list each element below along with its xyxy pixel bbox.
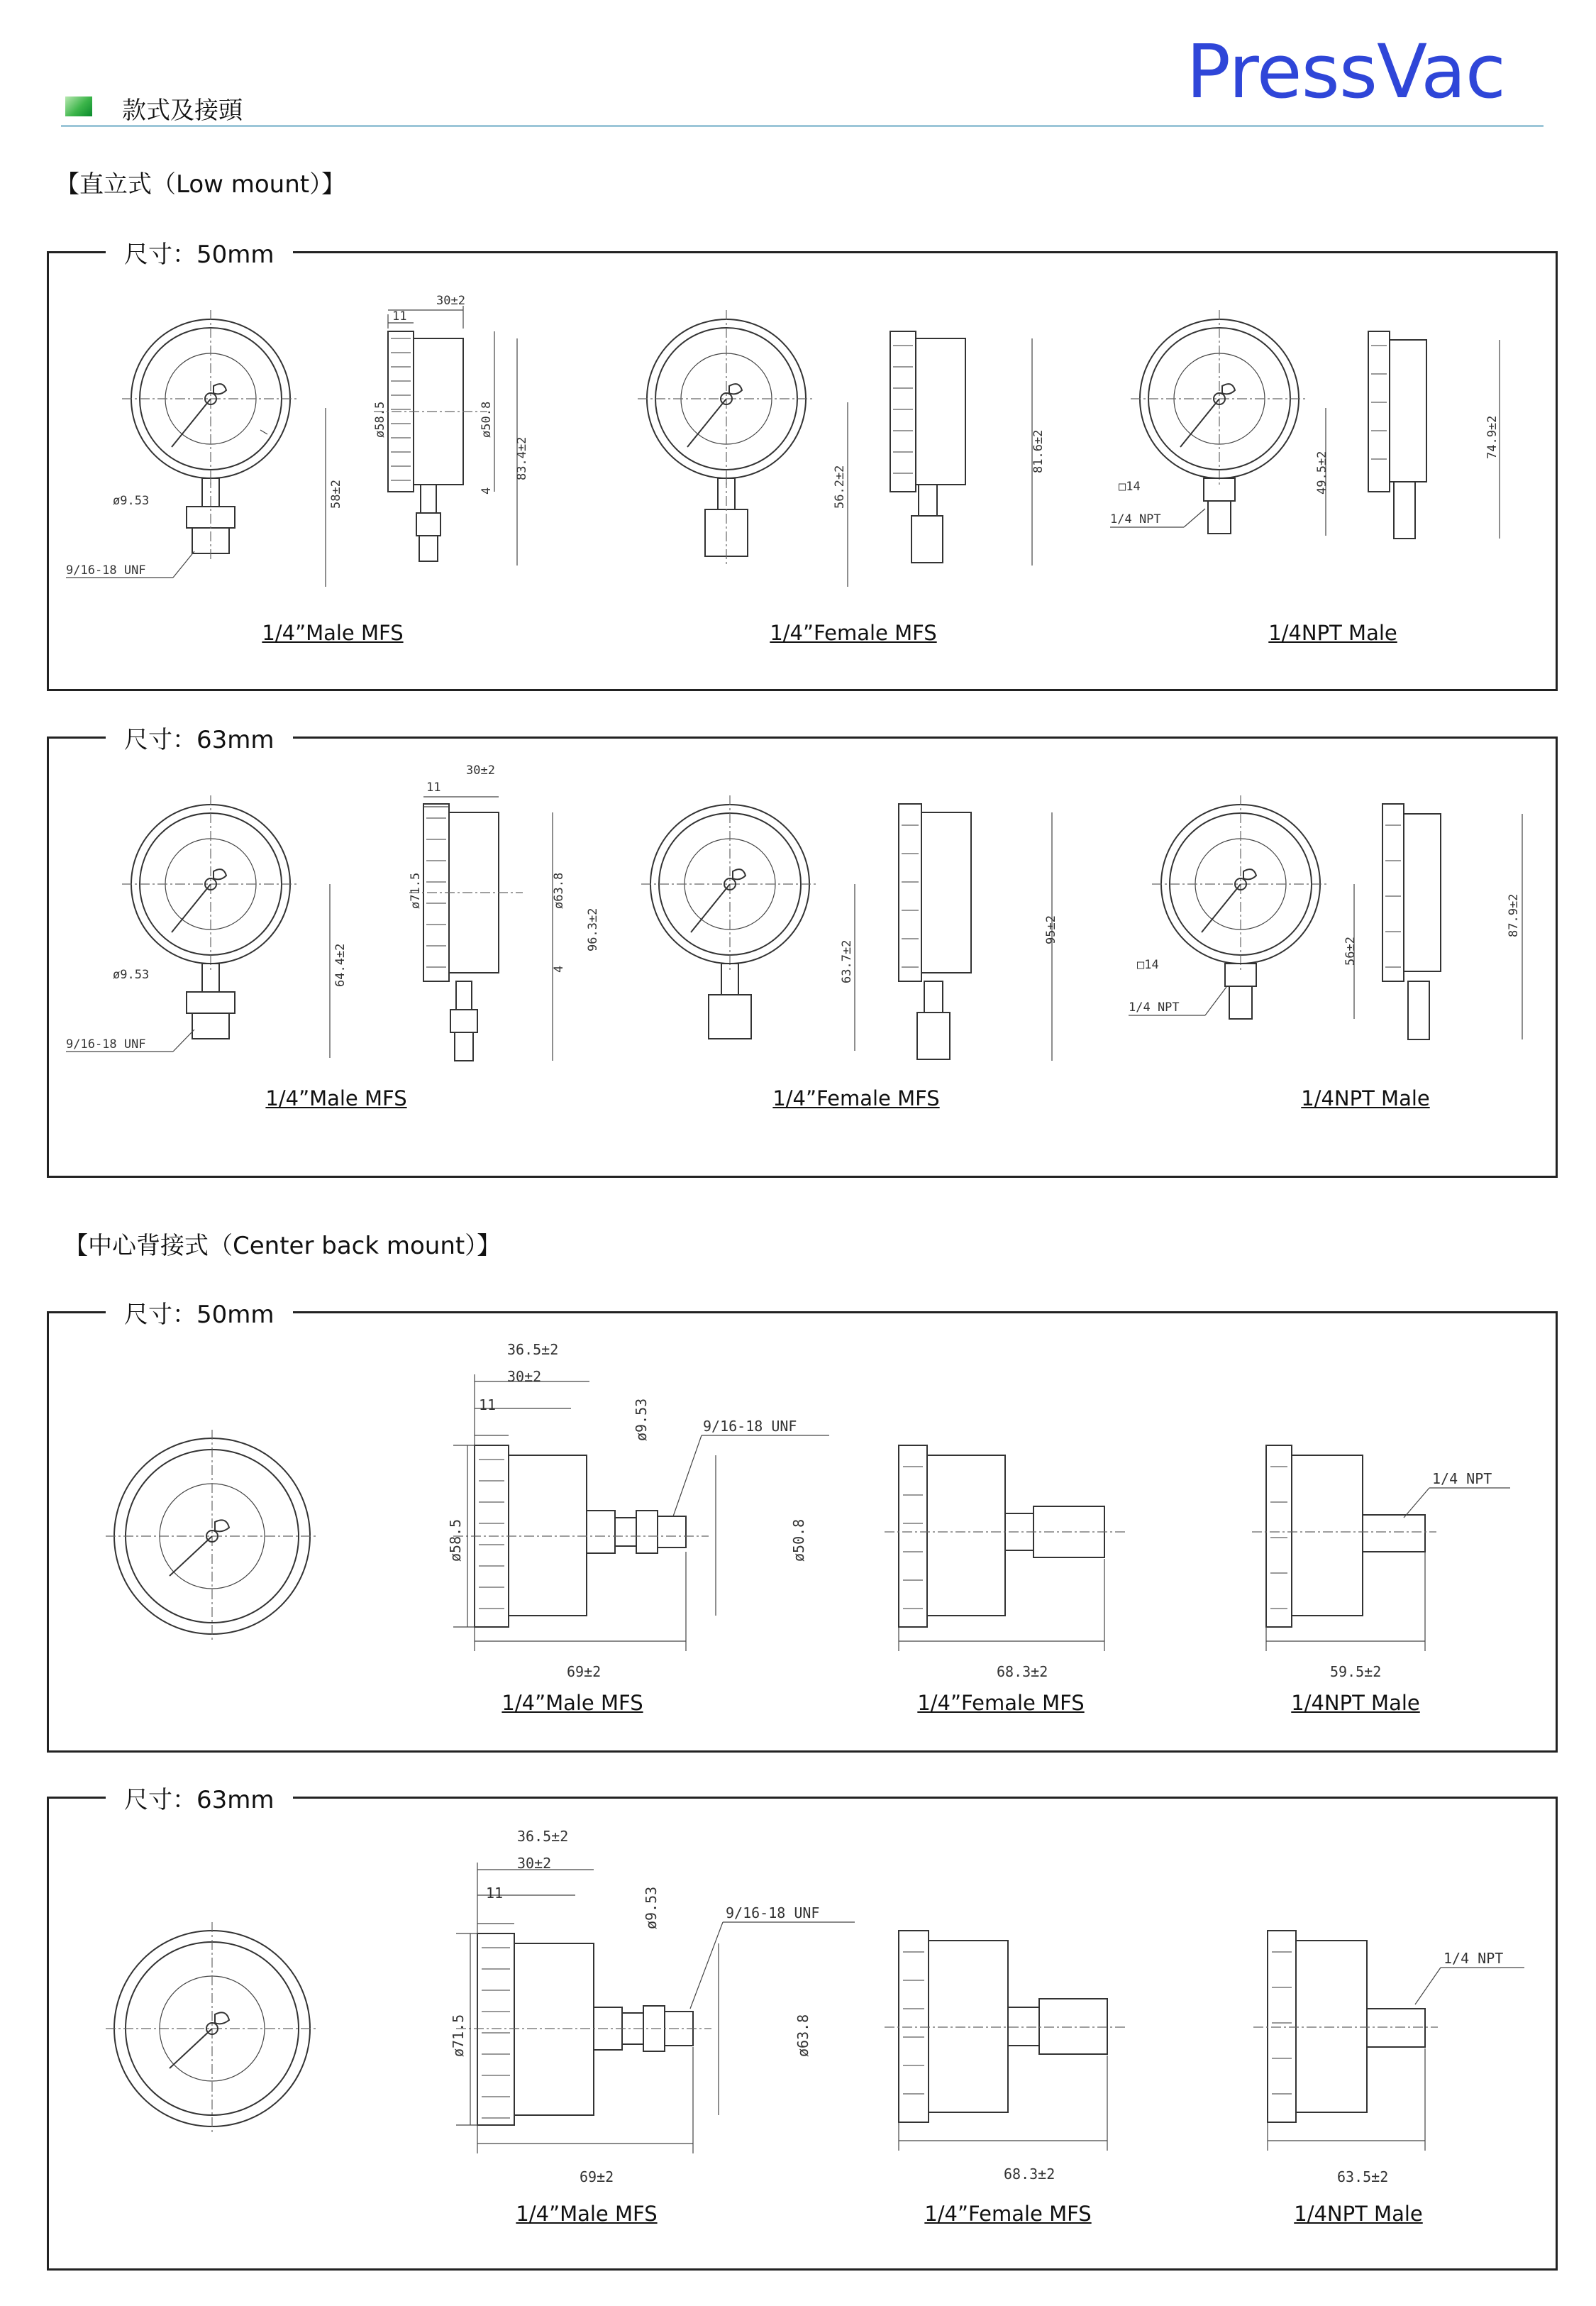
caption-female-mfs: 1/4”Female MFS: [772, 1086, 940, 1110]
dim-label: 9/16-18 UNF: [66, 563, 146, 578]
gauge-front-view: [1131, 310, 1308, 534]
dim-label: ø9.53: [633, 1398, 650, 1441]
caption-npt-male: 1/4NPT Male: [1268, 621, 1397, 645]
drawing-back-50: [49, 1313, 1560, 1755]
dim-label: ø71.5: [409, 872, 423, 909]
dim-label: ø50.8: [790, 1518, 807, 1562]
dim-label: 30±2: [466, 763, 495, 778]
dim-label: 30±2: [436, 294, 465, 308]
gauge-side-view: [1252, 1445, 1436, 1651]
caption-male-mfs: 1/4”Male MFS: [262, 621, 404, 645]
caption-male-mfs: 1/4”Male MFS: [265, 1086, 407, 1110]
gauge-front-view: [106, 1430, 318, 1643]
dim-label: 30±2: [507, 1368, 542, 1385]
dim-label: 36.5±2: [517, 1828, 569, 1845]
dim-label: 11: [479, 1396, 497, 1413]
dim-label: 36.5±2: [507, 1341, 559, 1358]
caption-npt-male: 1/4NPT Male: [1294, 2202, 1423, 2226]
dim-label: ø50.8: [480, 401, 494, 438]
caption-male-mfs: 1/4”Male MFS: [516, 2202, 658, 2226]
dim-label: ø58.5: [447, 1518, 464, 1562]
gauge-side-view: [1382, 804, 1522, 1039]
dim-label: 95±2: [1044, 915, 1058, 944]
dim-label: ø58.5: [373, 401, 387, 438]
drawing-low-63: [49, 739, 1560, 1180]
gauge-front-view: [122, 310, 299, 562]
dim-label: ø63.8: [552, 872, 566, 909]
caption-female-mfs: 1/4”Female MFS: [924, 2202, 1092, 2226]
dim-label: 1/4 NPT: [1443, 1950, 1504, 1967]
size-label: 尺寸：63mm: [106, 1780, 293, 1815]
dim-label: 1/4 NPT: [1432, 1470, 1492, 1487]
dim-label: 1/4 NPT: [1110, 512, 1161, 526]
gauge-side-view: [899, 804, 1052, 1061]
dim-label: 56.2±2: [833, 465, 847, 509]
dim-label: 4: [480, 487, 494, 495]
size-label: 尺寸：50mm: [106, 1295, 293, 1330]
dim-label: 96.3±2: [586, 907, 600, 951]
gauge-side-view: [409, 797, 553, 1061]
caption-npt-male: 1/4NPT Male: [1301, 1086, 1430, 1110]
gauge-side-view: [885, 1931, 1126, 2151]
dim-label: ø9.53: [113, 968, 150, 982]
section-title: 款式及接頭: [122, 96, 243, 125]
gauge-side-view: [1253, 1931, 1438, 2151]
dim-label: 64.4±2: [333, 943, 348, 987]
dim-label: 63.7±2: [840, 939, 854, 983]
gauge-side-view: [885, 1445, 1126, 1651]
center-back-title: 【中心背接式（Center back mount）】: [64, 1232, 501, 1260]
dim-label: 68.3±2: [997, 1663, 1048, 1680]
dim-label: 11: [392, 309, 407, 324]
dim-label: 68.3±2: [1004, 2166, 1055, 2183]
dim-label: 74.9±2: [1485, 415, 1500, 459]
dim-label: 9/16-18 UNF: [726, 1904, 820, 1921]
gauge-side-view: [374, 306, 517, 566]
header-divider: [61, 125, 1544, 127]
gauge-side-view: [456, 1863, 719, 2153]
caption-male-mfs: 1/4”Male MFS: [501, 1691, 643, 1715]
brand-logo: PressVac: [1186, 28, 1505, 115]
dim-label: □14: [1119, 480, 1141, 494]
dim-label: 11: [486, 1885, 504, 1902]
dim-label: 9/16-18 UNF: [703, 1418, 797, 1435]
gauge-side-view: [453, 1374, 716, 1651]
gauge-front-view: [1152, 795, 1329, 1019]
dim-label: ø9.53: [643, 1886, 660, 1929]
gauge-side-view: [890, 331, 1032, 566]
dim-label: 49.5±2: [1315, 451, 1329, 495]
gauge-front-view: [638, 310, 815, 565]
dim-label: 58±2: [329, 480, 343, 509]
gauge-front-view: [106, 1922, 318, 2135]
size-label: 尺寸：63mm: [106, 720, 293, 755]
caption-female-mfs: 1/4”Female MFS: [770, 621, 937, 645]
dim-label: 83.4±2: [515, 436, 529, 480]
dim-label: 4: [552, 965, 566, 973]
dim-label: 11: [426, 780, 441, 795]
green-square-icon: [65, 96, 92, 116]
dim-label: 69±2: [580, 2168, 614, 2185]
dim-label: 9/16-18 UNF: [66, 1037, 146, 1052]
gauge-side-view: [1368, 331, 1500, 539]
dim-label: ø71.5: [450, 2014, 467, 2057]
panel-low-63: [47, 726, 1558, 1178]
dim-label: ø9.53: [113, 494, 150, 508]
caption-female-mfs: 1/4”Female MFS: [917, 1691, 1085, 1715]
panel-low-50: [47, 241, 1558, 691]
size-label: 尺寸：50mm: [106, 235, 293, 270]
dim-label: 87.9±2: [1507, 893, 1521, 937]
dim-label: ø63.8: [794, 2014, 811, 2057]
caption-npt-male: 1/4NPT Male: [1291, 1691, 1420, 1715]
panel-back-50: [47, 1301, 1558, 1753]
dim-label: 63.5±2: [1337, 2168, 1389, 2185]
dim-label: □14: [1137, 958, 1159, 972]
gauge-front-view: [122, 795, 299, 1039]
dim-label: 30±2: [517, 1855, 552, 1872]
low-mount-title: 【直立式（Low mount）】: [55, 170, 346, 199]
dim-label: 69±2: [567, 1663, 602, 1680]
dim-label: 59.5±2: [1330, 1663, 1382, 1680]
panel-back-63: [47, 1786, 1558, 2271]
dim-label: 81.6±2: [1031, 429, 1046, 473]
dim-label: 1/4 NPT: [1129, 1000, 1180, 1015]
gauge-front-view: [641, 795, 819, 1039]
dim-label: 56±2: [1343, 937, 1358, 966]
